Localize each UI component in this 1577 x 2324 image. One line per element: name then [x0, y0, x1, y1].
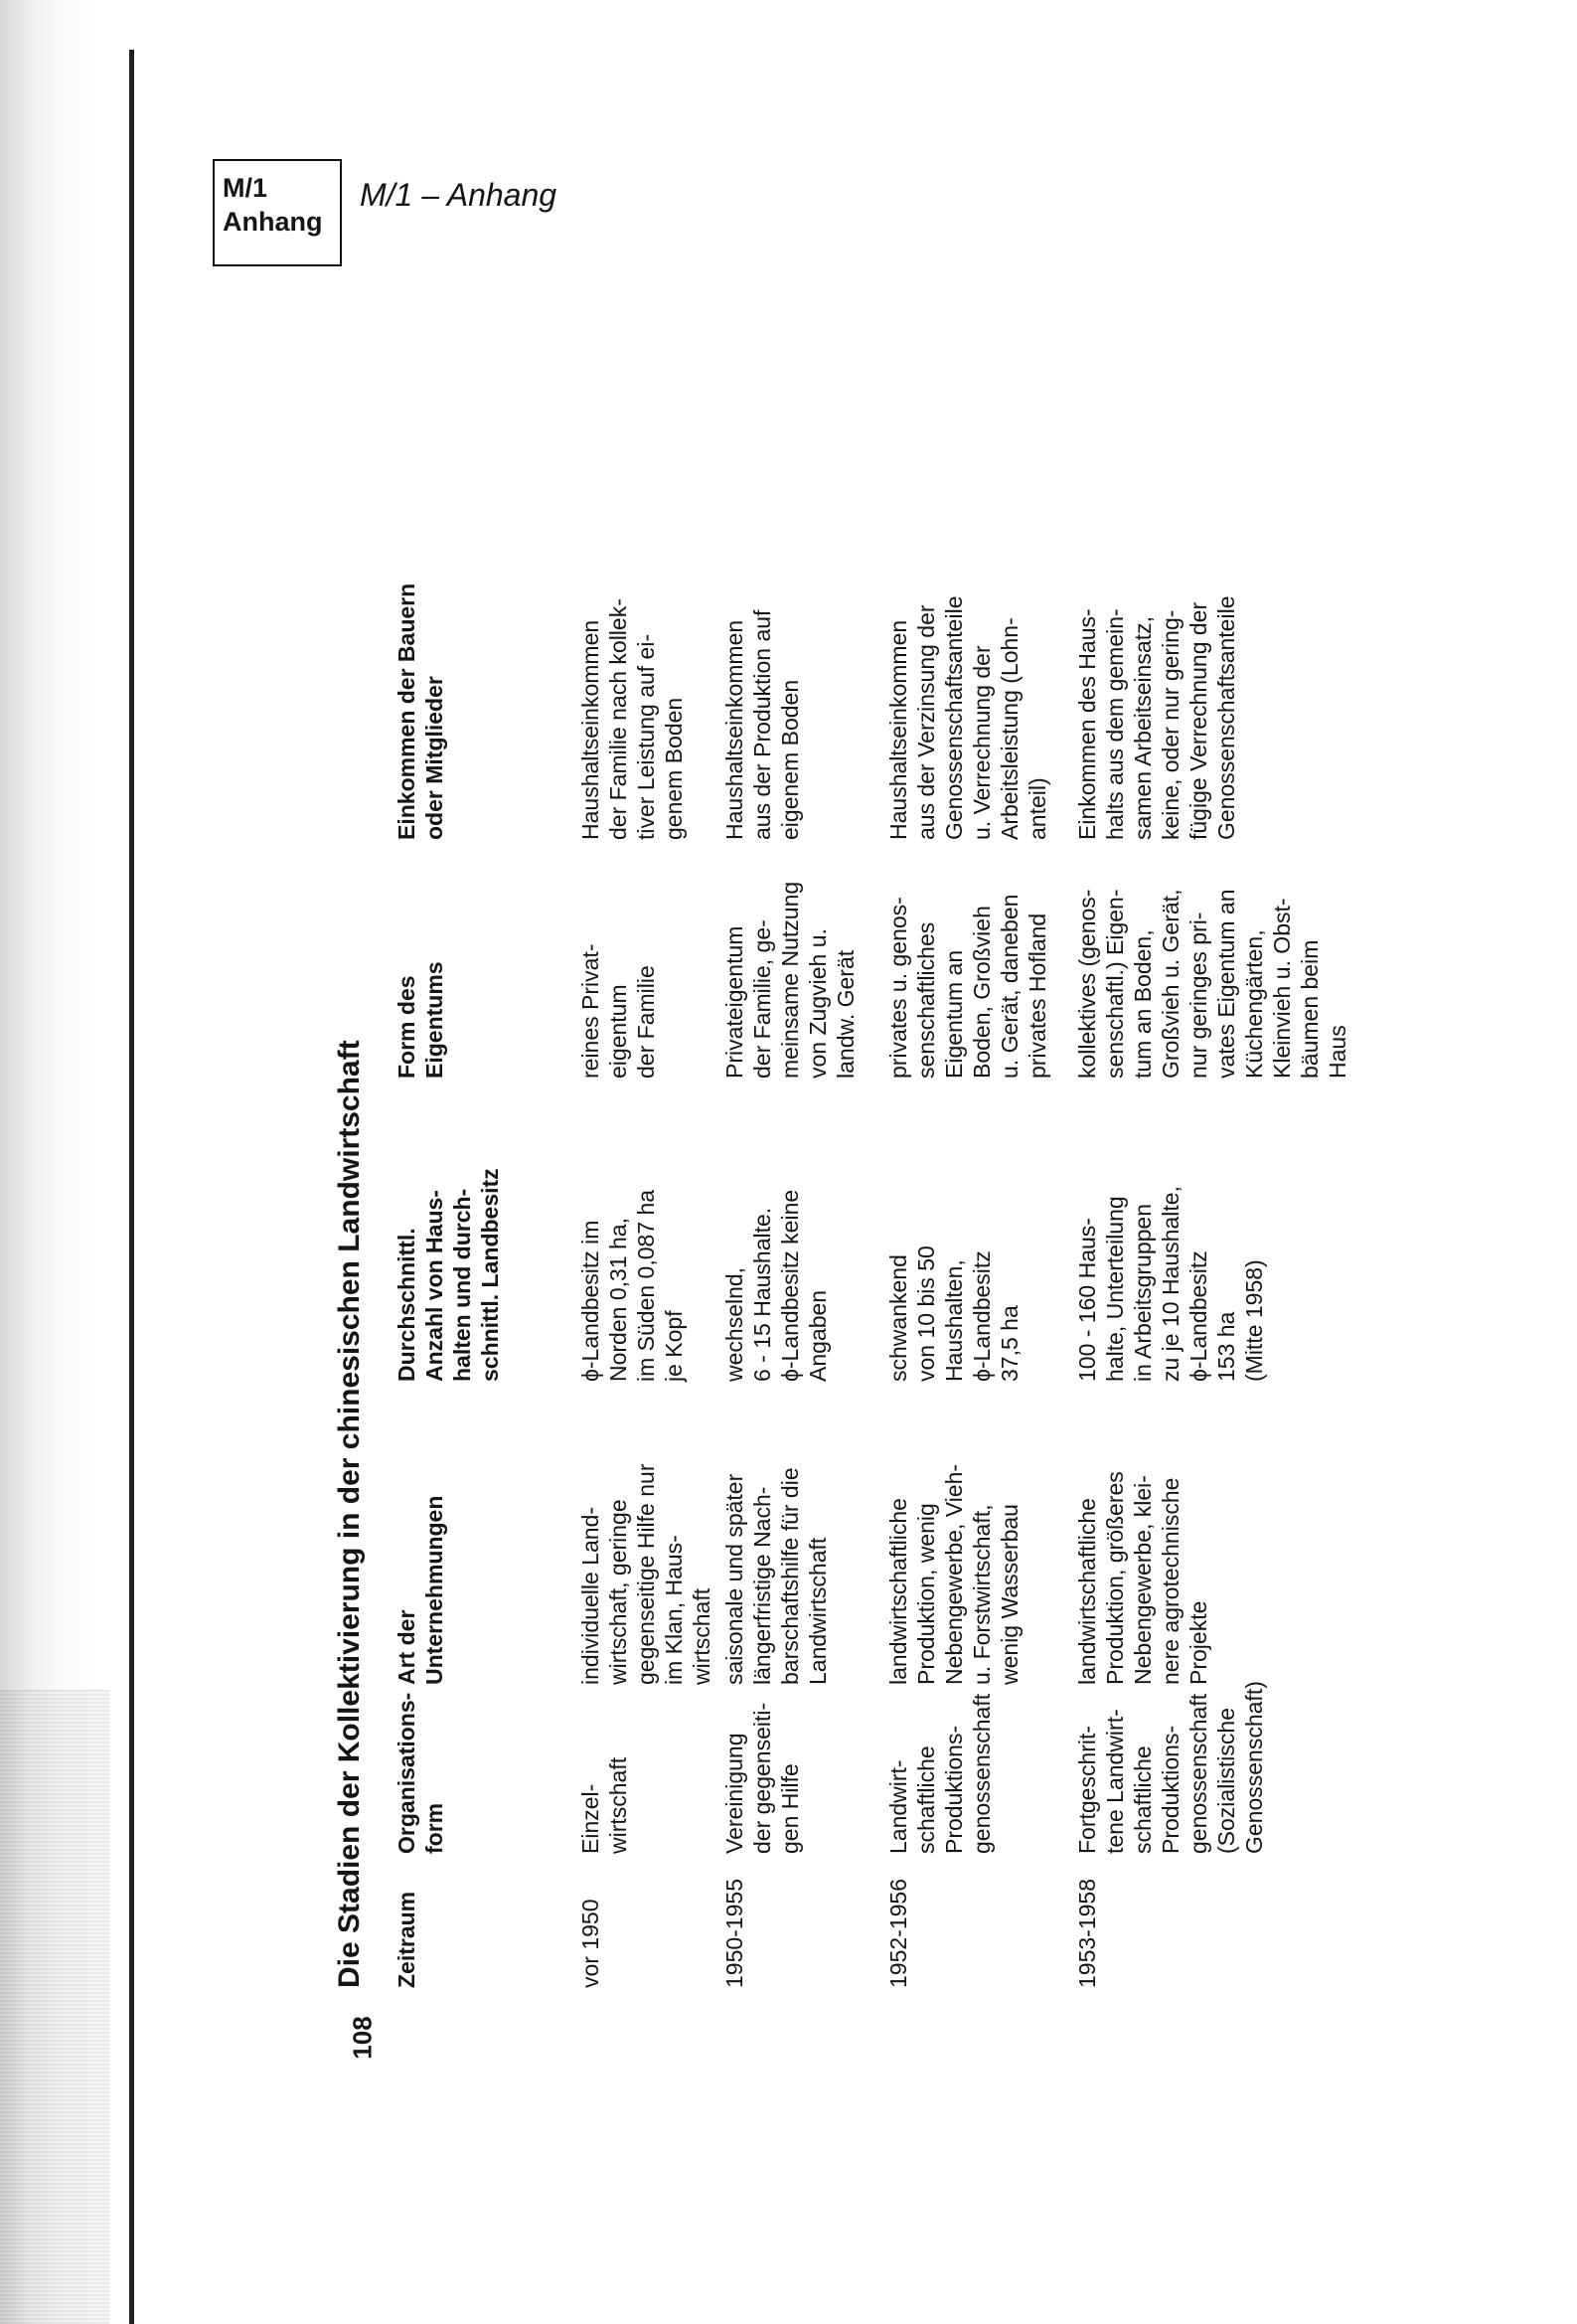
cell-zeitraum-line: 1950-1955 [721, 1879, 747, 1988]
header-form-des-eigentums-line: Eigentums [421, 961, 447, 1079]
header-organisationsform [393, 1693, 448, 1854]
cell-art-der-unternehmungen-line: nere agrotechnische [1158, 1477, 1183, 1685]
cell-haushalte-landbesitz-line: Norden 0,31 ha, [605, 1218, 631, 1382]
cell-form-des-eigentums-line: kollektives (genos- [1074, 889, 1100, 1079]
cell-form-des-eigentums-line: vates Eigentum an [1213, 889, 1239, 1079]
cell-art-der-unternehmungen [720, 1467, 832, 1685]
cell-haushalte-landbesitz-line: in Arbeitsgruppen [1130, 1203, 1156, 1382]
cell-art-der-unternehmungen-line: wenig Wasserbau [997, 1504, 1023, 1685]
cell-organisationsform-line: genossenschaft [1185, 1693, 1211, 1854]
header-einkommen-line: Einkommen der Bauern [394, 582, 419, 840]
cell-form-des-eigentums-line: privates u. genos- [885, 897, 911, 1079]
cell-art-der-unternehmungen-line: landwirtschaftliche [1074, 1498, 1100, 1685]
cell-organisationsform [720, 1703, 804, 1854]
cell-zeitraum [576, 1899, 604, 1988]
cell-art-der-unternehmungen-line: individuelle Land- [577, 1506, 603, 1685]
cell-haushalte-landbesitz [884, 1245, 1024, 1382]
cell-organisationsform [1073, 1681, 1268, 1854]
cell-form-des-eigentums-line: reines Privat- [577, 943, 603, 1079]
cell-haushalte-landbesitz [576, 1190, 688, 1382]
cell-einkommen-line: keine, oder nur gering- [1158, 609, 1183, 840]
header-haushalte-landbesitz-line: schnittl. Landbesitz [477, 1168, 503, 1382]
header-haushalte-landbesitz-line: Durchschnittl. [394, 1228, 419, 1382]
cell-art-der-unternehmungen-line: Landwirtschaft [805, 1537, 831, 1685]
cell-organisationsform-line: Fortgeschrit- [1074, 1725, 1100, 1854]
cell-organisationsform-line: genossenschaft [969, 1693, 995, 1854]
cell-einkommen-line: Arbeitsleistung (Lohn- [997, 617, 1023, 840]
cell-einkommen-line: u. Verrechnung der [969, 645, 995, 840]
cell-form-des-eigentums-line: der Familie [633, 965, 659, 1079]
cell-form-des-eigentums-line: Großvieh u. Gerät, [1158, 889, 1183, 1079]
cell-einkommen-line: tiver Leistung auf ei- [633, 633, 659, 840]
header-art-der-unternehmungen-line: Art der [394, 1609, 419, 1685]
cell-organisationsform-line: Einzel- [577, 1783, 603, 1854]
cell-einkommen-line: samen Arbeitseinsatz, [1130, 615, 1156, 840]
cell-form-des-eigentums-line: Küchengärten, [1241, 929, 1267, 1079]
cell-zeitraum-line: vor 1950 [577, 1899, 603, 1988]
cell-einkommen [720, 610, 804, 840]
cell-art-der-unternehmungen [1073, 1471, 1212, 1685]
cell-haushalte-landbesitz-line: ϕ-Landbesitz [1185, 1250, 1211, 1382]
cell-einkommen-line: Haushaltseinkommen [885, 619, 911, 840]
cell-form-des-eigentums-line: eigentum [605, 984, 631, 1079]
cell-form-des-eigentums-line: u. Gerät, daneben [997, 894, 1023, 1079]
cell-art-der-unternehmungen-line: landwirtschaftliche [885, 1498, 911, 1685]
page-number [333, 2018, 393, 2058]
scan-noise [0, 1690, 109, 2324]
cell-form-des-eigentums-line: meinsame Nutzung [777, 881, 803, 1079]
header-haushalte-landbesitz-line: halten und durch- [449, 1188, 475, 1382]
cell-haushalte-landbesitz-line: ϕ-Landbesitz keine [777, 1189, 803, 1382]
cell-zeitraum [884, 1879, 912, 1988]
cell-form-des-eigentums-line: landw. Gerät [833, 949, 859, 1079]
cell-haushalte-landbesitz-line: halte, Unterteilung [1102, 1196, 1128, 1382]
cell-haushalte-landbesitz-line: ϕ-Landbesitz im [577, 1220, 603, 1382]
cell-form-des-eigentums-line: privates Hofland [1025, 913, 1050, 1079]
header-haushalte-landbesitz [393, 1168, 504, 1382]
cell-form-des-eigentums-line: tum an Boden, [1130, 929, 1156, 1079]
table-title: Die Stadien der Kollektivierung in der chinesischen Landwirtschaft [333, 1040, 366, 1988]
cell-haushalte-landbesitz [720, 1190, 832, 1382]
header-art-der-unternehmungen [393, 1496, 448, 1685]
cell-haushalte-landbesitz-line: Haushalten, [941, 1259, 967, 1382]
cell-organisationsform-line: (Sozialistische [1213, 1708, 1239, 1854]
cell-form-des-eigentums [576, 944, 660, 1079]
cell-form-des-eigentums [1073, 889, 1351, 1079]
cell-art-der-unternehmungen-line: saisonale und später [721, 1473, 747, 1685]
cell-einkommen-line: eigenem Boden [777, 679, 803, 840]
header-organisationsform-line: Organisations- [394, 1692, 419, 1854]
cell-art-der-unternehmungen-line: Produktion, größeres [1102, 1471, 1128, 1685]
header-haushalte-landbesitz-line: Anzahl von Haus- [421, 1190, 447, 1382]
cell-haushalte-landbesitz-line: je Kopf [661, 1310, 687, 1382]
cell-form-des-eigentums-line: senschaftliches [913, 921, 939, 1079]
header-organisationsform-line: form [421, 1802, 447, 1854]
cell-einkommen [1073, 596, 1240, 841]
cell-form-des-eigentums-line: Boden, Großvieh [969, 906, 995, 1079]
header-zeitraum-line: Zeitraum [394, 1891, 419, 1988]
cell-haushalte-landbesitz-line: schwankend [885, 1254, 911, 1382]
cell-organisationsform-line: Genossenschaft) [1241, 1681, 1267, 1854]
cell-art-der-unternehmungen-line: wirtschaft [689, 1587, 714, 1685]
cell-organisationsform-line: schaftliche [1130, 1745, 1156, 1854]
cell-zeitraum-line: 1953-1958 [1074, 1879, 1100, 1988]
cell-haushalte-landbesitz-line: im Süden 0,087 ha [633, 1189, 659, 1382]
cell-haushalte-landbesitz-line: 100 - 160 Haus- [1074, 1218, 1100, 1382]
cell-haushalte-landbesitz-line: (Mitte 1958) [1241, 1259, 1267, 1382]
cell-einkommen-line: halts aus dem gemein- [1102, 608, 1128, 840]
cell-haushalte-landbesitz [1073, 1186, 1268, 1382]
cell-form-des-eigentums-line: Kleinvieh u. Obst- [1269, 898, 1295, 1079]
cell-einkommen-line: aus der Produktion auf [749, 609, 775, 840]
cell-haushalte-landbesitz-line: von 10 bis 50 [913, 1245, 939, 1382]
cell-organisationsform-line: Produktions- [941, 1725, 967, 1854]
cell-einkommen-line: Haushaltseinkommen [721, 619, 747, 840]
cell-zeitraum-line: 1952-1956 [885, 1879, 911, 1988]
header-form-des-eigentums [393, 961, 448, 1079]
section-label-line: Anhang [223, 207, 323, 237]
cell-organisationsform-line: schaftliche [913, 1745, 939, 1854]
cell-zeitraum [720, 1879, 748, 1988]
cell-art-der-unternehmungen-line: barschaftshilfe für die [777, 1467, 803, 1685]
stages-table [333, 298, 1376, 1988]
cell-haushalte-landbesitz-line: wechselnd, [721, 1266, 747, 1382]
cell-einkommen-line: anteil) [1025, 777, 1050, 840]
cell-art-der-unternehmungen-line: Nebengewerbe, Vieh- [941, 1463, 967, 1685]
header-einkommen [393, 583, 448, 840]
cell-haushalte-landbesitz-line: 37,5 ha [997, 1305, 1023, 1382]
cell-art-der-unternehmungen-line: u. Forstwirtschaft, [969, 1504, 995, 1685]
cell-einkommen-line: Genossenschaftsanteile [1213, 595, 1239, 840]
binding-line [129, 50, 134, 2324]
cell-form-des-eigentums [884, 895, 1051, 1079]
cell-organisationsform-line: Vereinigung [721, 1733, 747, 1854]
cell-einkommen-line: fügige Verrechnung der [1185, 601, 1211, 840]
page-number-text: 108 [347, 2016, 378, 2060]
cell-form-des-eigentums-line: nur geringes pri- [1185, 912, 1211, 1079]
cell-form-des-eigentums-line: senschaftl.) Eigen- [1102, 889, 1128, 1079]
cell-einkommen-line: aus der Verzinsung der [913, 604, 939, 840]
cell-art-der-unternehmungen-line: gegenseitige Hilfe nur [633, 1463, 659, 1685]
cell-form-des-eigentums-line: Haus [1325, 1025, 1350, 1079]
cell-haushalte-landbesitz-line: zu je 10 Haushalte, [1158, 1186, 1183, 1382]
cell-haushalte-landbesitz-line: 153 ha [1213, 1311, 1239, 1382]
cell-haushalte-landbesitz-line: ϕ-Landbesitz [969, 1250, 995, 1382]
cell-art-der-unternehmungen-line: Nebengewerbe, klei- [1130, 1475, 1156, 1685]
cell-organisationsform [576, 1757, 632, 1854]
cell-art-der-unternehmungen-line: wirtschaft, geringe [605, 1499, 631, 1685]
cell-organisationsform-line: Landwirt- [885, 1759, 911, 1854]
cell-haushalte-landbesitz-line: 6 - 15 Haushalte. [749, 1207, 775, 1382]
cell-organisationsform-line: gen Hilfe [777, 1763, 803, 1854]
cell-art-der-unternehmungen-line: Produktion, wenig [913, 1503, 939, 1685]
cell-organisationsform-line: tene Landwirt- [1102, 1709, 1128, 1854]
cell-form-des-eigentums-line: bäumen beim [1297, 939, 1323, 1079]
cell-einkommen-line: genem Boden [661, 697, 687, 840]
cell-art-der-unternehmungen-line: längerfristige Nach- [749, 1486, 775, 1685]
section-label-line: M/1 [223, 173, 268, 203]
cell-organisationsform-line: Produktions- [1158, 1725, 1183, 1854]
cell-art-der-unternehmungen [576, 1464, 715, 1685]
header-zeitraum [393, 1892, 420, 1988]
cell-zeitraum [1073, 1879, 1101, 1988]
cell-einkommen-line: Einkommen des Haus- [1074, 608, 1100, 840]
cell-art-der-unternehmungen-line: im Klan, Haus- [661, 1535, 687, 1685]
cell-form-des-eigentums-line: von Zugvieh u. [805, 928, 831, 1079]
cell-haushalte-landbesitz-line: Angaben [805, 1289, 831, 1382]
cell-organisationsform-line: wirtschaft [605, 1756, 631, 1854]
cell-art-der-unternehmungen-line: Projekte [1185, 1600, 1211, 1685]
cell-organisationsform-line: der gegenseiti- [749, 1702, 775, 1854]
cell-form-des-eigentums-line: Eigentum an [941, 949, 967, 1079]
header-art-der-unternehmungen-line: Unternehmungen [421, 1495, 447, 1685]
cell-form-des-eigentums-line: Privateigentum [721, 925, 747, 1079]
cell-form-des-eigentums [720, 882, 860, 1079]
cell-einkommen-line: Genossenschaftsanteile [941, 595, 967, 840]
header-einkommen-line: oder Mitglieder [421, 676, 447, 840]
cell-einkommen [884, 596, 1051, 841]
cell-einkommen-line: der Familie nach kollek- [605, 598, 631, 840]
cell-einkommen-line: Haushaltseinkommen [577, 619, 603, 840]
header-form-des-eigentums-line: Form des [394, 975, 419, 1079]
cell-einkommen [576, 598, 688, 840]
page-header-title: M/1 – Anhang [360, 177, 557, 213]
cell-art-der-unternehmungen [884, 1464, 1024, 1685]
cell-organisationsform [884, 1694, 996, 1854]
cell-form-des-eigentums-line: der Familie, ge- [749, 919, 775, 1079]
section-label-box [213, 159, 342, 266]
